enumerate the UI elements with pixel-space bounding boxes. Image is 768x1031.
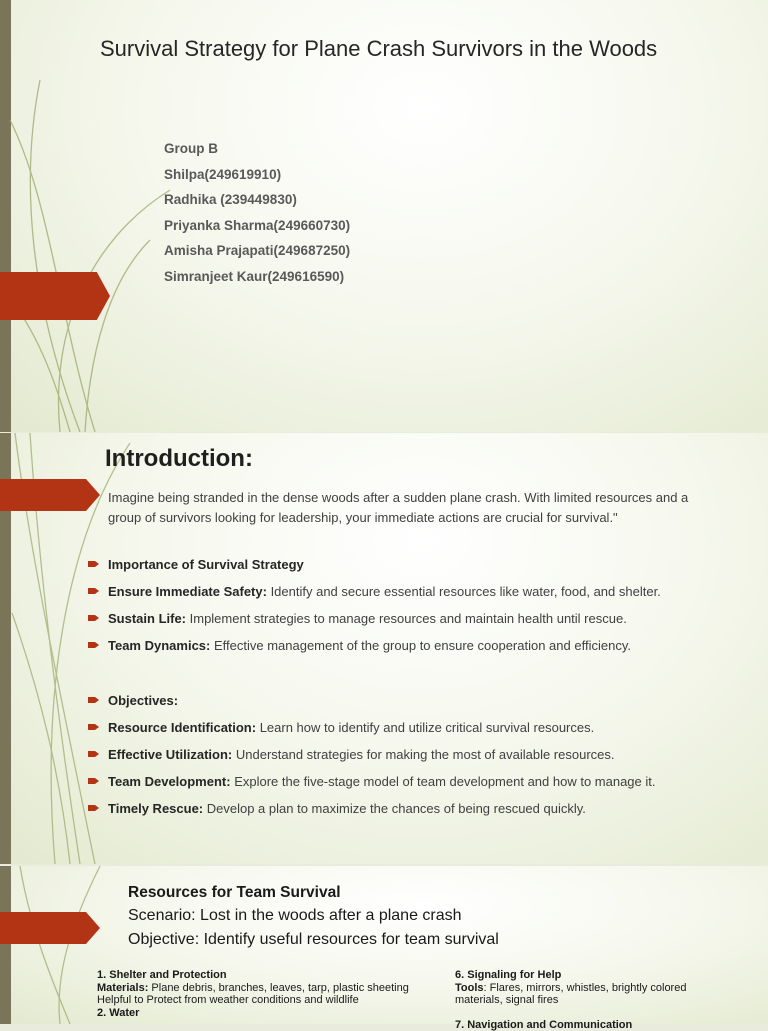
scenario-line: Scenario: Lost in the woods after a plane crash [128,907,462,925]
list-item: Objectives: [88,691,748,710]
arrow-bullet-icon [88,723,99,731]
accent-ribbon [0,479,100,511]
list-item: Importance of Survival Strategy [88,555,748,574]
slide-title: Survival Strategy for Plane Crash Survivors in the Woods [100,34,660,63]
tools-line: Tools: Flares, mirrors, whistles, brightly colored materials, signal fires [455,982,725,1007]
swirl-decoration [0,0,180,432]
list-item: Team Dynamics: Effective management of the group to ensure cooperation and efficiency. [88,636,748,655]
section-title: 2. Water [97,1007,437,1020]
list-item: Team Development: Explore the five-stage model of team development and how to manage it. [88,772,748,791]
member-line: Shilpa(249619910) [164,166,350,192]
section-title: 6. Signaling for Help [455,969,725,982]
objective-line: Objective: Identify useful resources for team survival [128,931,499,949]
slide-heading: Introduction: [105,445,253,473]
member-line: Simranjeet Kaur(249616590) [164,268,350,294]
arrow-bullet-icon [88,750,99,758]
section-title: 7. Navigation and Communication [455,1019,725,1031]
accent-ribbon [0,912,100,944]
section-title: 1. Shelter and Protection [97,969,437,982]
introduction-slide [0,433,768,864]
member-line: Radhika (239449830) [164,191,350,217]
arrow-bullet-icon [88,560,99,568]
slide-heading: Resources for Team Survival [128,884,341,902]
accent-ribbon [0,272,110,320]
resources-slide [0,866,768,1024]
list-item: Resource Identification: Learn how to identify and utilize critical survival resources. [88,718,748,737]
arrow-bullet-icon [88,614,99,622]
group-members [164,140,350,293]
arrow-bullet-icon [88,777,99,785]
member-line: Group B [164,140,350,166]
left-column [97,969,437,1019]
arrow-bullet-icon [88,641,99,649]
arrow-bullet-icon [88,804,99,812]
member-line: Priyanka Sharma(249660730) [164,217,350,243]
list-item: Effective Utilization: Understand strategies for making the most of available resources. [88,745,748,764]
title-slide [0,0,768,432]
helpful-line: Helpful to Protect from weather conditions and wildlife [97,994,437,1007]
member-line: Amisha Prajapati(249687250) [164,242,350,268]
arrow-bullet-icon [88,696,99,704]
list-item: Ensure Immediate Safety: Identify and secure essential resources like water, food, and shelter. [88,582,748,601]
right-column [455,969,725,1031]
objectives-list [88,691,748,826]
importance-list [88,555,748,663]
list-item: Timely Rescue: Develop a plan to maximize the chances of being rescued quickly. [88,799,748,818]
list-item: Sustain Life: Implement strategies to manage resources and maintain health until rescue. [88,609,748,628]
intro-paragraph: Imagine being stranded in the dense woods after a sudden plane crash. With limited resources and a group of survivors looking for leadership, your immediate actions are crucial for survival." [108,488,718,527]
arrow-bullet-icon [88,587,99,595]
materials-line: Materials: Plane debris, branches, leaves, tarp, plastic sheeting [97,982,437,995]
